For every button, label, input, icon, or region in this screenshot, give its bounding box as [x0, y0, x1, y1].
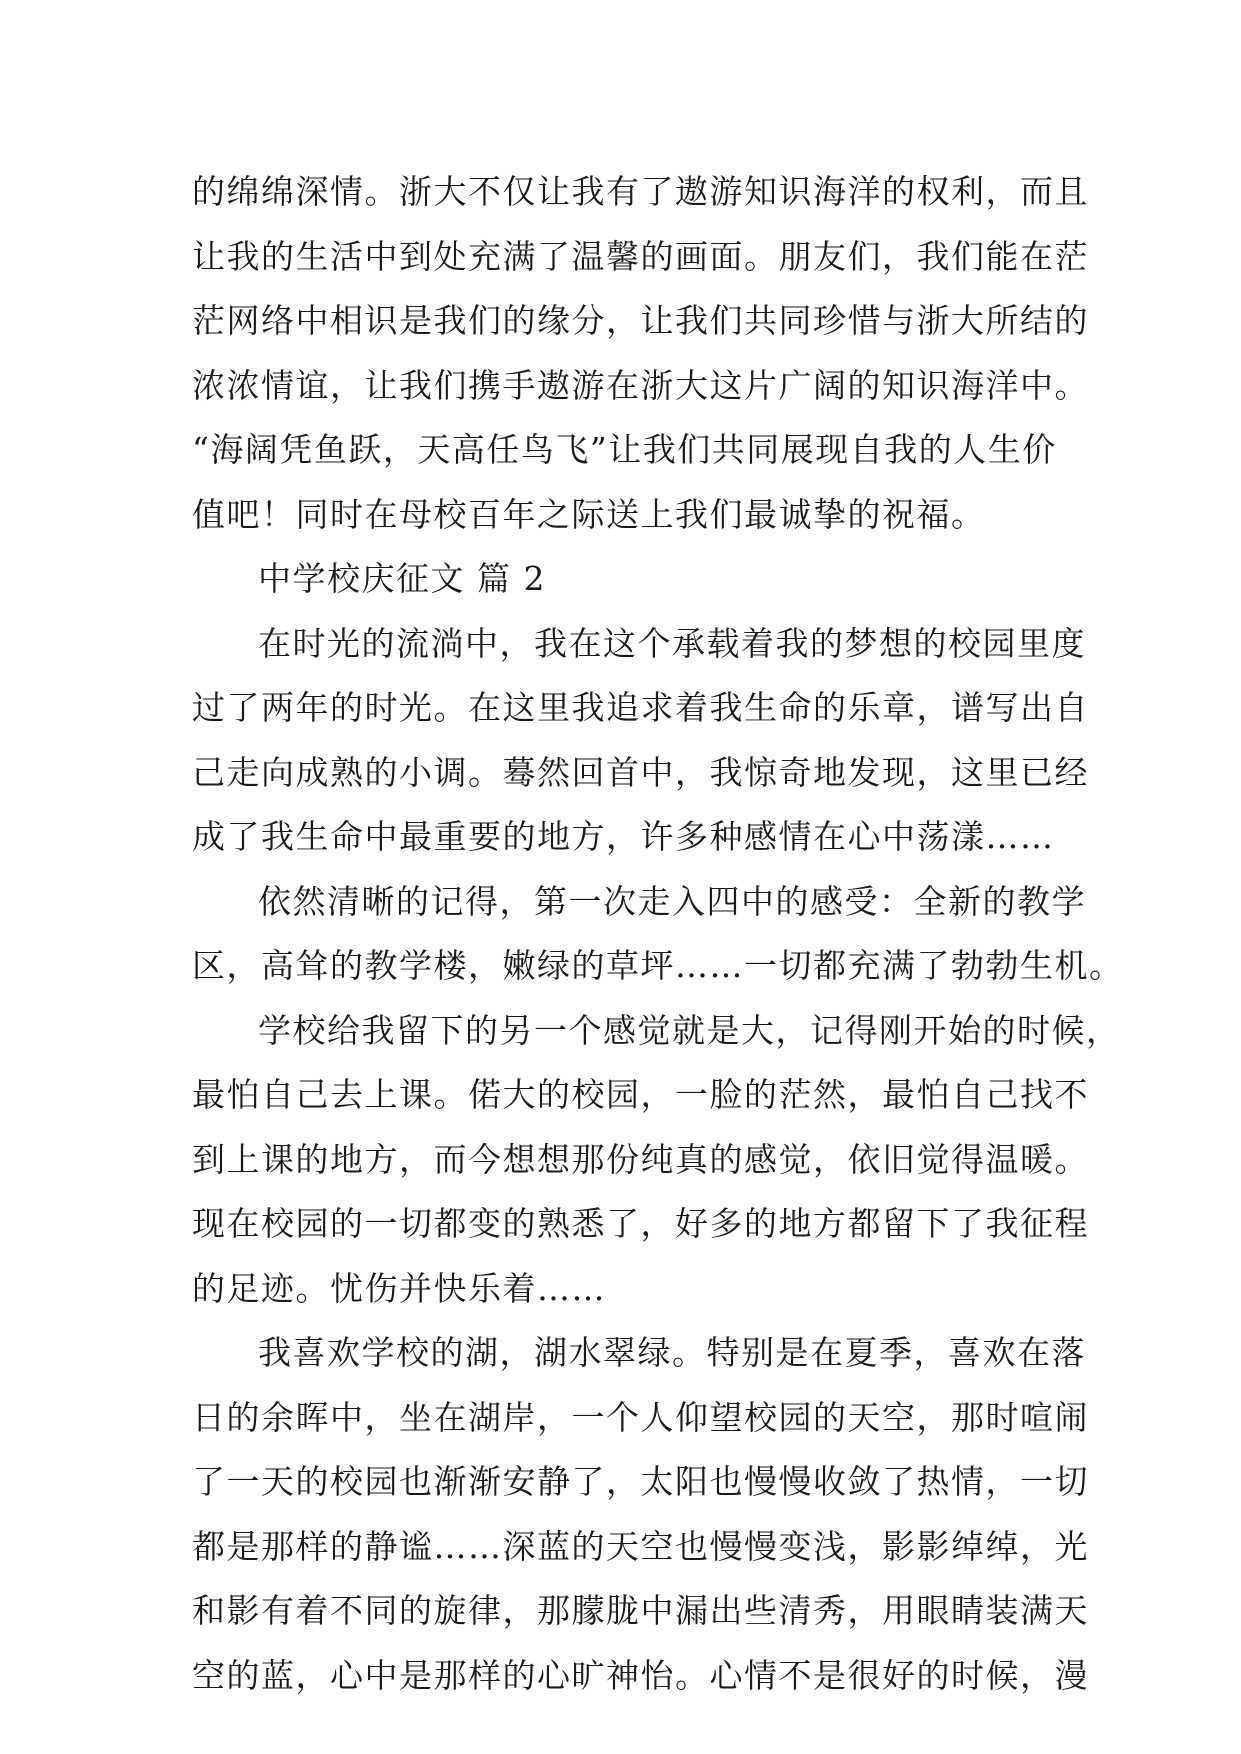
text-line: 过了两年的时光。在这里我追求着我生命的乐章，谱写出自	[192, 688, 1089, 727]
text-line: 茫网络中相识是我们的缘分，让我们共同珍惜与浙大所结的	[192, 301, 1089, 340]
text-line: 值吧！同时在母校百年之际送上我们最诚挚的祝福。	[192, 494, 986, 534]
text-line: 浓浓情谊，让我们携手遨游在浙大这片广阔的知识海洋中。	[192, 365, 1089, 405]
text-line: 己走向成熟的小调。蓦然回首中，我惊奇地发现，这里已经	[192, 752, 1089, 792]
text-line: “海阔凭鱼跃，天高任鸟飞”让我们共同展现自我的人生价	[192, 430, 1057, 469]
document-body	[192, 160, 1124, 1708]
text-line: 最怕自己去上课。偌大的校园，一脸的茫然，最怕自己找不	[192, 1075, 1089, 1114]
text-line: 在时光的流淌中，我在这个承载着我的梦想的校园里度	[258, 623, 1086, 663]
text-line: 和影有着不同的旋律，那朦胧中漏出些清秀，用眼睛装满天	[192, 1591, 1089, 1630]
text-line: 让我的生活中到处充满了温馨的画面。朋友们，我们能在茫	[192, 236, 1089, 276]
text-line: 了一天的校园也渐渐安静了，太阳也慢慢收敛了热情，一切	[192, 1462, 1089, 1501]
text-line: 都是那样的静谧……深蓝的天空也慢慢变浅，影影绰绰，光	[192, 1526, 1089, 1566]
text-line: 到上课的地方，而今想想那份纯真的感觉，依旧觉得温暖。	[192, 1139, 1089, 1179]
text-line: 我喜欢学校的湖，湖水翠绿。特别是在夏季，喜欢在落	[258, 1333, 1086, 1372]
text-line: 现在校园的一切都变的熟悉了，好多的地方都留下了我征程	[192, 1204, 1089, 1243]
text-line: 成了我生命中最重要的地方，许多种感情在心中荡漾……	[192, 817, 1055, 856]
text-line: 学校给我留下的另一个感觉就是大，记得刚开始的时候，	[258, 1010, 1121, 1050]
text-line: 依然清晰的记得，第一次走入四中的感受：全新的教学	[258, 881, 1086, 921]
text-line: 区，高耸的教学楼，嫩绿的草坪……一切都充满了勃勃生机。	[192, 946, 1124, 985]
text-line: 日的余晖中，坐在湖岸，一个人仰望校园的天空，那时喧闹	[192, 1397, 1089, 1437]
text-line: 空的蓝，心中是那样的心旷神怡。心情不是很好的时候，漫	[192, 1655, 1089, 1695]
section-heading: 中学校庆征文 篇 2	[258, 559, 546, 598]
text-line: 的足迹。忧伤并快乐着……	[192, 1268, 606, 1308]
text-line: 的绵绵深情。浙大不仅让我有了遨游知识海洋的权利，而且	[192, 172, 1089, 211]
